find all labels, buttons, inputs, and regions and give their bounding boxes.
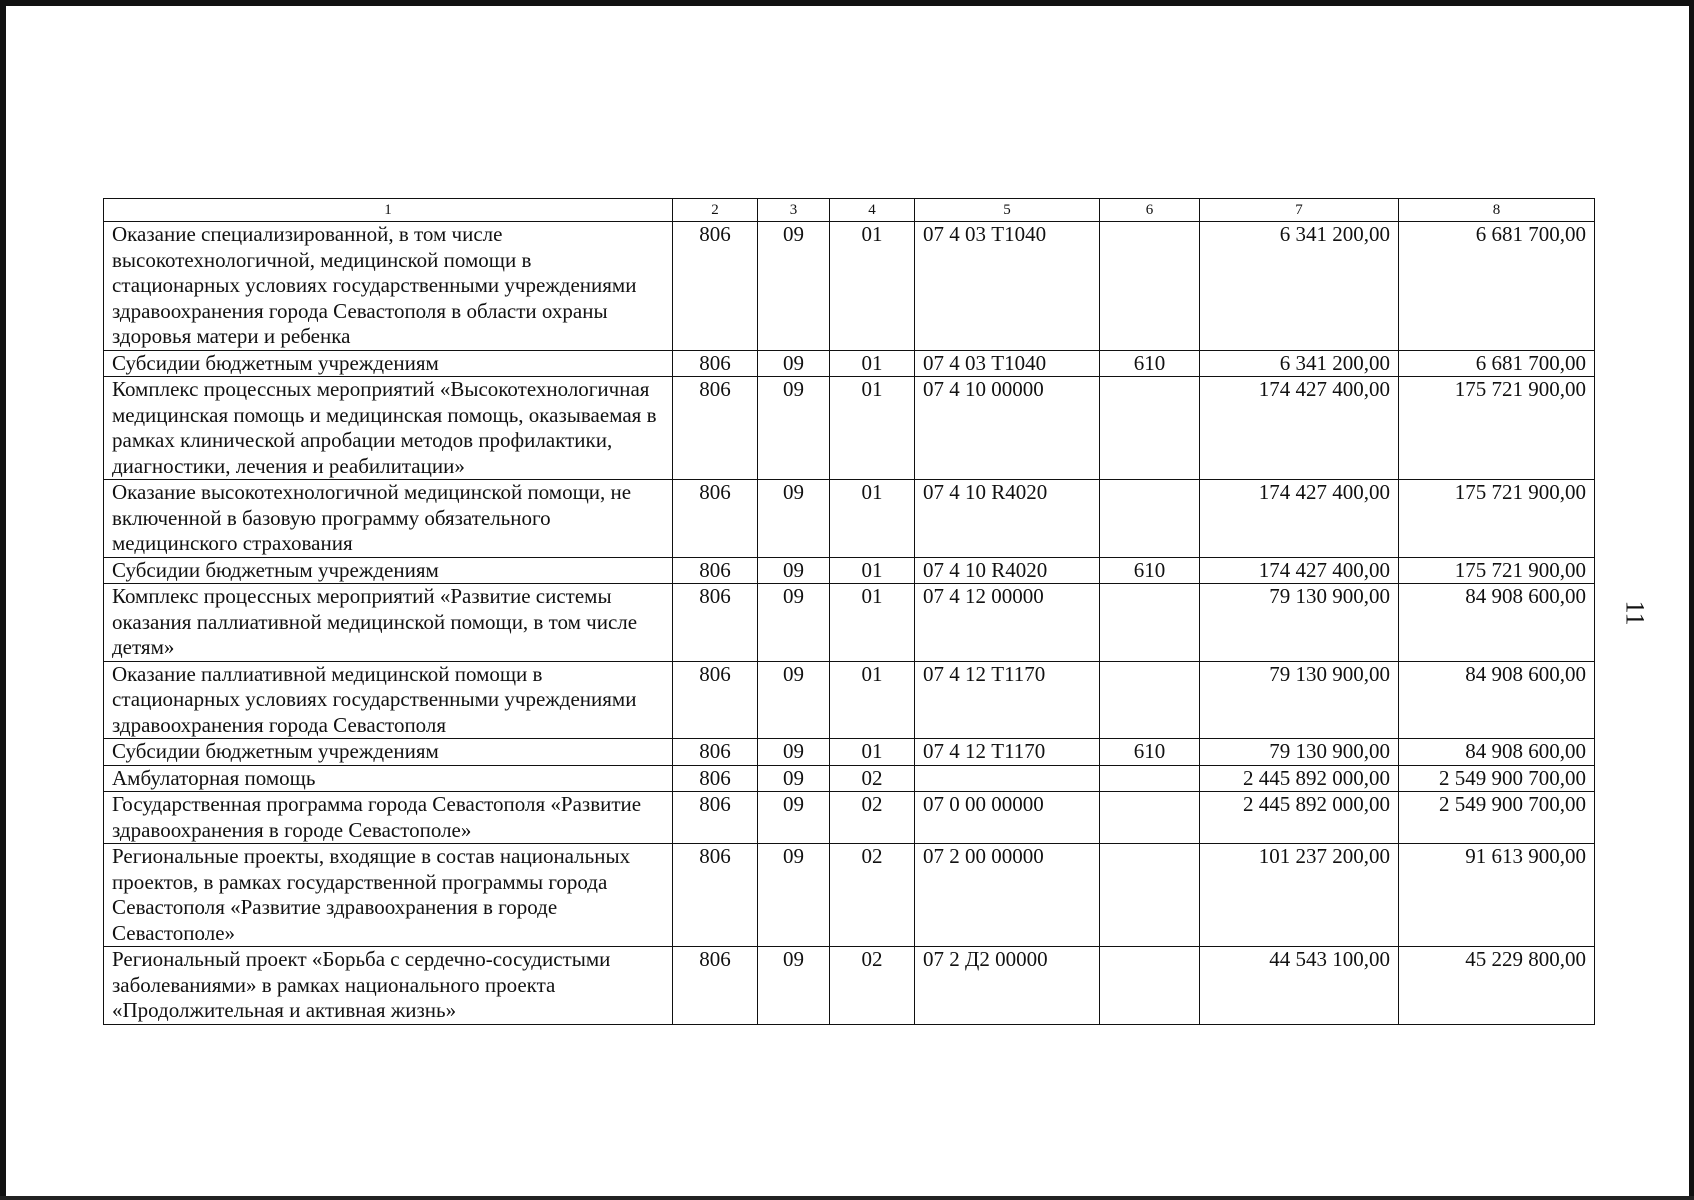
expense-type-cell [1100,792,1200,844]
target-article-cell: 07 4 03 Т1040 [915,222,1100,351]
table-row [104,557,1595,584]
table-row [104,765,1595,792]
row-name-cell: Государственная программа города Севастополя «Развитие здравоохранения в городе Севастополе» [104,792,673,844]
expense-type-cell [1100,765,1200,792]
row-name-cell: Региональный проект «Борьба с сердечно-сосудистыми заболеваниями» в рамках национального проекта «Продолжительная и активная жизнь» [104,947,673,1025]
subsection-code-cell: 02 [830,792,915,844]
ministry-code-cell: 806 [673,377,758,480]
subsection-code-cell: 01 [830,739,915,766]
section-code-cell: 09 [758,377,830,480]
column-header: 7 [1200,199,1399,222]
amount-col7-cell: 6 341 200,00 [1200,350,1399,377]
expense-type-cell [1100,222,1200,351]
amount-col8-cell: 6 681 700,00 [1399,350,1595,377]
scan-border-top [0,0,1694,6]
section-code-cell: 09 [758,844,830,947]
section-code-cell: 09 [758,792,830,844]
expense-type-cell: 610 [1100,739,1200,766]
expense-type-cell [1100,480,1200,558]
table-row [104,222,1595,351]
target-article-cell [915,765,1100,792]
amount-col7-cell: 6 341 200,00 [1200,222,1399,351]
scan-border-bottom [0,1196,1694,1200]
column-header: 8 [1399,199,1595,222]
amount-col8-cell: 84 908 600,00 [1399,584,1595,662]
section-code-cell: 09 [758,765,830,792]
row-name-cell: Оказание паллиативной медицинской помощи в стационарных условиях государственными учреждениями здравоохранения города Севастополя [104,661,673,739]
row-name-cell: Оказание специализированной, в том числе высокотехнологичной, медицинской помощи в стационарных условиях государственными учреждениями здравоохранения города Севастополя в области охраны здоровья матери и ребенка [104,222,673,351]
column-header: 3 [758,199,830,222]
subsection-code-cell: 01 [830,557,915,584]
row-name-cell: Субсидии бюджетным учреждениям [104,350,673,377]
column-header: 4 [830,199,915,222]
amount-col8-cell: 175 721 900,00 [1399,377,1595,480]
ministry-code-cell: 806 [673,844,758,947]
section-code-cell: 09 [758,222,830,351]
target-article-cell: 07 4 12 Т1170 [915,661,1100,739]
amount-col8-cell: 6 681 700,00 [1399,222,1595,351]
section-code-cell: 09 [758,584,830,662]
amount-col7-cell: 79 130 900,00 [1200,661,1399,739]
section-code-cell: 09 [758,557,830,584]
scan-border-right [1689,0,1694,1200]
ministry-code-cell: 806 [673,350,758,377]
table-row [104,844,1595,947]
ministry-code-cell: 806 [673,947,758,1025]
column-header: 5 [915,199,1100,222]
table-row [104,739,1595,766]
page-number: 11 [1620,600,1650,626]
amount-col8-cell: 175 721 900,00 [1399,557,1595,584]
target-article-cell: 07 4 12 Т1170 [915,739,1100,766]
amount-col7-cell: 174 427 400,00 [1200,557,1399,584]
table-row [104,792,1595,844]
row-name-cell: Оказание высокотехнологичной медицинской помощи, не включенной в базовую программу обязательного медицинского страхования [104,480,673,558]
expense-type-cell: 610 [1100,557,1200,584]
row-name-cell: Региональные проекты, входящие в состав национальных проектов, в рамках государственной программы города Севастополя «Развитие здравоохранения в городе Севастополе» [104,844,673,947]
amount-col8-cell: 45 229 800,00 [1399,947,1595,1025]
ministry-code-cell: 806 [673,480,758,558]
ministry-code-cell: 806 [673,792,758,844]
ministry-code-cell: 806 [673,765,758,792]
ministry-code-cell: 806 [673,222,758,351]
expense-type-cell [1100,947,1200,1025]
subsection-code-cell: 02 [830,765,915,792]
target-article-cell: 07 4 10 R4020 [915,480,1100,558]
amount-col7-cell: 101 237 200,00 [1200,844,1399,947]
amount-col8-cell: 91 613 900,00 [1399,844,1595,947]
section-code-cell: 09 [758,480,830,558]
subsection-code-cell: 01 [830,661,915,739]
amount-col8-cell: 175 721 900,00 [1399,480,1595,558]
section-code-cell: 09 [758,739,830,766]
section-code-cell: 09 [758,350,830,377]
table-row [104,350,1595,377]
scan-border-left [0,0,6,1200]
row-name-cell: Субсидии бюджетным учреждениям [104,739,673,766]
amount-col8-cell: 2 549 900 700,00 [1399,765,1595,792]
table-row [104,584,1595,662]
target-article-cell: 07 0 00 00000 [915,792,1100,844]
expense-type-cell [1100,661,1200,739]
amount-col7-cell: 44 543 100,00 [1200,947,1399,1025]
budget-table [103,198,1595,1025]
header-row [104,199,1595,222]
subsection-code-cell: 02 [830,947,915,1025]
ministry-code-cell: 806 [673,584,758,662]
target-article-cell: 07 4 10 00000 [915,377,1100,480]
subsection-code-cell: 01 [830,377,915,480]
table-row [104,480,1595,558]
amount-col7-cell: 174 427 400,00 [1200,377,1399,480]
target-article-cell: 07 4 12 00000 [915,584,1100,662]
row-name-cell: Комплекс процессных мероприятий «Высокотехнологичная медицинская помощь и медицинская помощь, оказываемая в рамках клинической апробации методов профилактики, диагностики, лечения и реабилитации» [104,377,673,480]
row-name-cell: Субсидии бюджетным учреждениям [104,557,673,584]
subsection-code-cell: 01 [830,222,915,351]
subsection-code-cell: 01 [830,584,915,662]
amount-col7-cell: 79 130 900,00 [1200,739,1399,766]
subsection-code-cell: 01 [830,350,915,377]
table-row [104,377,1595,480]
amount-col8-cell: 84 908 600,00 [1399,661,1595,739]
ministry-code-cell: 806 [673,739,758,766]
amount-col8-cell: 2 549 900 700,00 [1399,792,1595,844]
ministry-code-cell: 806 [673,661,758,739]
target-article-cell: 07 2 00 00000 [915,844,1100,947]
section-code-cell: 09 [758,947,830,1025]
amount-col7-cell: 2 445 892 000,00 [1200,765,1399,792]
amount-col7-cell: 174 427 400,00 [1200,480,1399,558]
section-code-cell: 09 [758,661,830,739]
expense-type-cell: 610 [1100,350,1200,377]
expense-type-cell [1100,584,1200,662]
amount-col7-cell: 2 445 892 000,00 [1200,792,1399,844]
expense-type-cell [1100,844,1200,947]
target-article-cell: 07 2 Д2 00000 [915,947,1100,1025]
amount-col8-cell: 84 908 600,00 [1399,739,1595,766]
column-header: 2 [673,199,758,222]
subsection-code-cell: 01 [830,480,915,558]
table-row [104,947,1595,1025]
column-header: 6 [1100,199,1200,222]
target-article-cell: 07 4 03 Т1040 [915,350,1100,377]
row-name-cell: Амбулаторная помощь [104,765,673,792]
table-row [104,661,1595,739]
subsection-code-cell: 02 [830,844,915,947]
row-name-cell: Комплекс процессных мероприятий «Развитие системы оказания паллиативной медицинской помощи, в том числе детям» [104,584,673,662]
ministry-code-cell: 806 [673,557,758,584]
target-article-cell: 07 4 10 R4020 [915,557,1100,584]
amount-col7-cell: 79 130 900,00 [1200,584,1399,662]
column-header: 1 [104,199,673,222]
expense-type-cell [1100,377,1200,480]
